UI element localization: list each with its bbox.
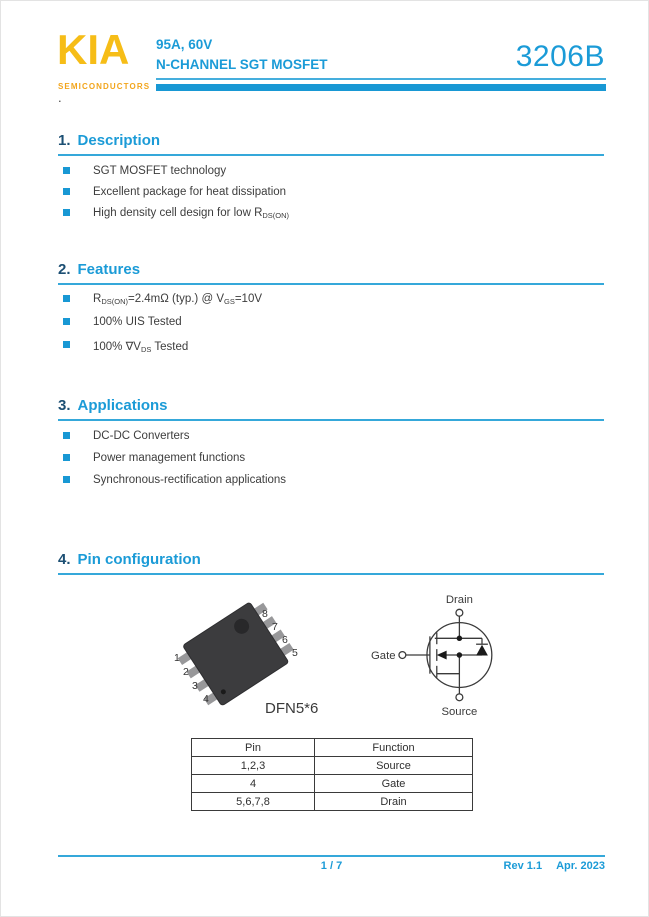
table-cell-function: Gate bbox=[315, 775, 473, 793]
list-item-text: RDS(ON)=2.4mΩ (typ.) @ VGS=10V bbox=[93, 293, 263, 306]
revision-label: Rev 1.1 bbox=[503, 860, 543, 872]
section-number: 2. bbox=[58, 261, 71, 278]
bullet-square-icon bbox=[63, 295, 70, 302]
revision-info bbox=[58, 860, 605, 872]
list-item bbox=[58, 452, 604, 464]
header-rule-thick bbox=[156, 84, 606, 91]
table-cell-function: Source bbox=[315, 757, 473, 775]
package-drawing-dfn5x6 bbox=[161, 597, 346, 719]
bullet-square-icon bbox=[63, 167, 70, 174]
stray-period: . bbox=[58, 90, 62, 105]
bullet-square-icon bbox=[63, 454, 70, 461]
header-rule-thin bbox=[156, 78, 606, 80]
bullet-square-icon bbox=[63, 188, 70, 195]
part-number: 3206B bbox=[515, 40, 605, 73]
list-item bbox=[58, 339, 604, 354]
section-title: Description bbox=[77, 132, 161, 149]
header-spec-line1: 95A, 60V bbox=[156, 37, 213, 52]
list-item bbox=[58, 474, 604, 486]
list-item bbox=[58, 316, 604, 328]
revision-date: Apr. 2023 bbox=[556, 860, 605, 872]
list-item bbox=[58, 430, 604, 442]
package-label: DFN5*6 bbox=[265, 700, 319, 717]
features-list bbox=[58, 293, 604, 360]
kia-logo-subtitle: SEMICONDUCTORS bbox=[58, 82, 151, 91]
pin-number-label: 2 bbox=[183, 666, 189, 678]
pin-number-label: 3 bbox=[192, 680, 198, 692]
drain-label: Drain bbox=[445, 593, 473, 606]
junction-dot bbox=[457, 652, 463, 658]
table-header-function: Function bbox=[315, 739, 473, 757]
table-row bbox=[192, 793, 473, 811]
kia-logo: KIA bbox=[57, 26, 130, 73]
section-description-heading bbox=[58, 132, 604, 156]
section-title: Features bbox=[77, 261, 141, 278]
table-row bbox=[192, 757, 473, 775]
body-diode bbox=[476, 645, 488, 656]
gate-terminal bbox=[399, 652, 406, 659]
junction-dot bbox=[457, 636, 463, 642]
list-item bbox=[58, 293, 604, 305]
source-terminal bbox=[456, 694, 463, 701]
description-list bbox=[58, 165, 604, 228]
list-item bbox=[58, 186, 604, 198]
list-item-text: SGT MOSFET technology bbox=[93, 165, 227, 177]
applications-list bbox=[58, 430, 604, 495]
table-header-row bbox=[192, 739, 473, 757]
pin-function-table bbox=[191, 738, 473, 811]
list-item-text: DC-DC Converters bbox=[93, 430, 190, 442]
drain-terminal bbox=[456, 609, 463, 616]
bullet-square-icon bbox=[63, 432, 70, 439]
pin-number-label: 1 bbox=[174, 652, 180, 664]
pin-number-label: 6 bbox=[282, 634, 288, 646]
table-cell-pin: 4 bbox=[192, 775, 315, 793]
list-item-text: 100% UIS Tested bbox=[93, 316, 182, 328]
list-item-text: Power management functions bbox=[93, 452, 246, 464]
section-pin-configuration-heading bbox=[58, 551, 604, 575]
section-number: 4. bbox=[58, 551, 71, 568]
section-features-heading bbox=[58, 261, 604, 285]
list-item-text: High density cell design for low RDS(ON) bbox=[93, 207, 290, 220]
mosfet-symbol bbox=[367, 591, 539, 721]
package-body bbox=[183, 602, 289, 706]
section-title: Applications bbox=[77, 397, 168, 414]
bullet-square-icon bbox=[63, 341, 70, 348]
page-number: 1 / 7 bbox=[320, 860, 343, 872]
section-applications-heading bbox=[58, 397, 604, 421]
header-spec-line2: N-CHANNEL SGT MOSFET bbox=[156, 57, 328, 73]
bullet-square-icon bbox=[63, 476, 70, 483]
list-item-text: Synchronous-rectification applications bbox=[93, 474, 287, 486]
pin-number-label: 7 bbox=[272, 621, 278, 633]
bullet-square-icon bbox=[63, 209, 70, 216]
pin-number-label: 4 bbox=[203, 693, 209, 705]
footer-rule bbox=[58, 855, 605, 857]
section-title: Pin configuration bbox=[77, 551, 201, 568]
table-header-pin: Pin bbox=[192, 739, 315, 757]
list-item bbox=[58, 165, 604, 177]
table-cell-function: Drain bbox=[315, 793, 473, 811]
table-row bbox=[192, 775, 473, 793]
pin-number-label: 8 bbox=[262, 608, 268, 620]
source-label: Source bbox=[441, 705, 478, 718]
section-number: 1. bbox=[58, 132, 71, 149]
bullet-square-icon bbox=[63, 318, 70, 325]
table-cell-pin: 1,2,3 bbox=[192, 757, 315, 775]
list-item-text: Excellent package for heat dissipation bbox=[93, 186, 287, 198]
list-item bbox=[58, 207, 604, 219]
pin-number-label: 5 bbox=[292, 647, 298, 659]
list-item-text: 100% ∇VDS Tested bbox=[93, 341, 189, 354]
channel-arrow bbox=[437, 651, 447, 660]
table-cell-pin: 5,6,7,8 bbox=[192, 793, 315, 811]
gate-label: Gate bbox=[371, 649, 396, 662]
section-number: 3. bbox=[58, 397, 71, 414]
